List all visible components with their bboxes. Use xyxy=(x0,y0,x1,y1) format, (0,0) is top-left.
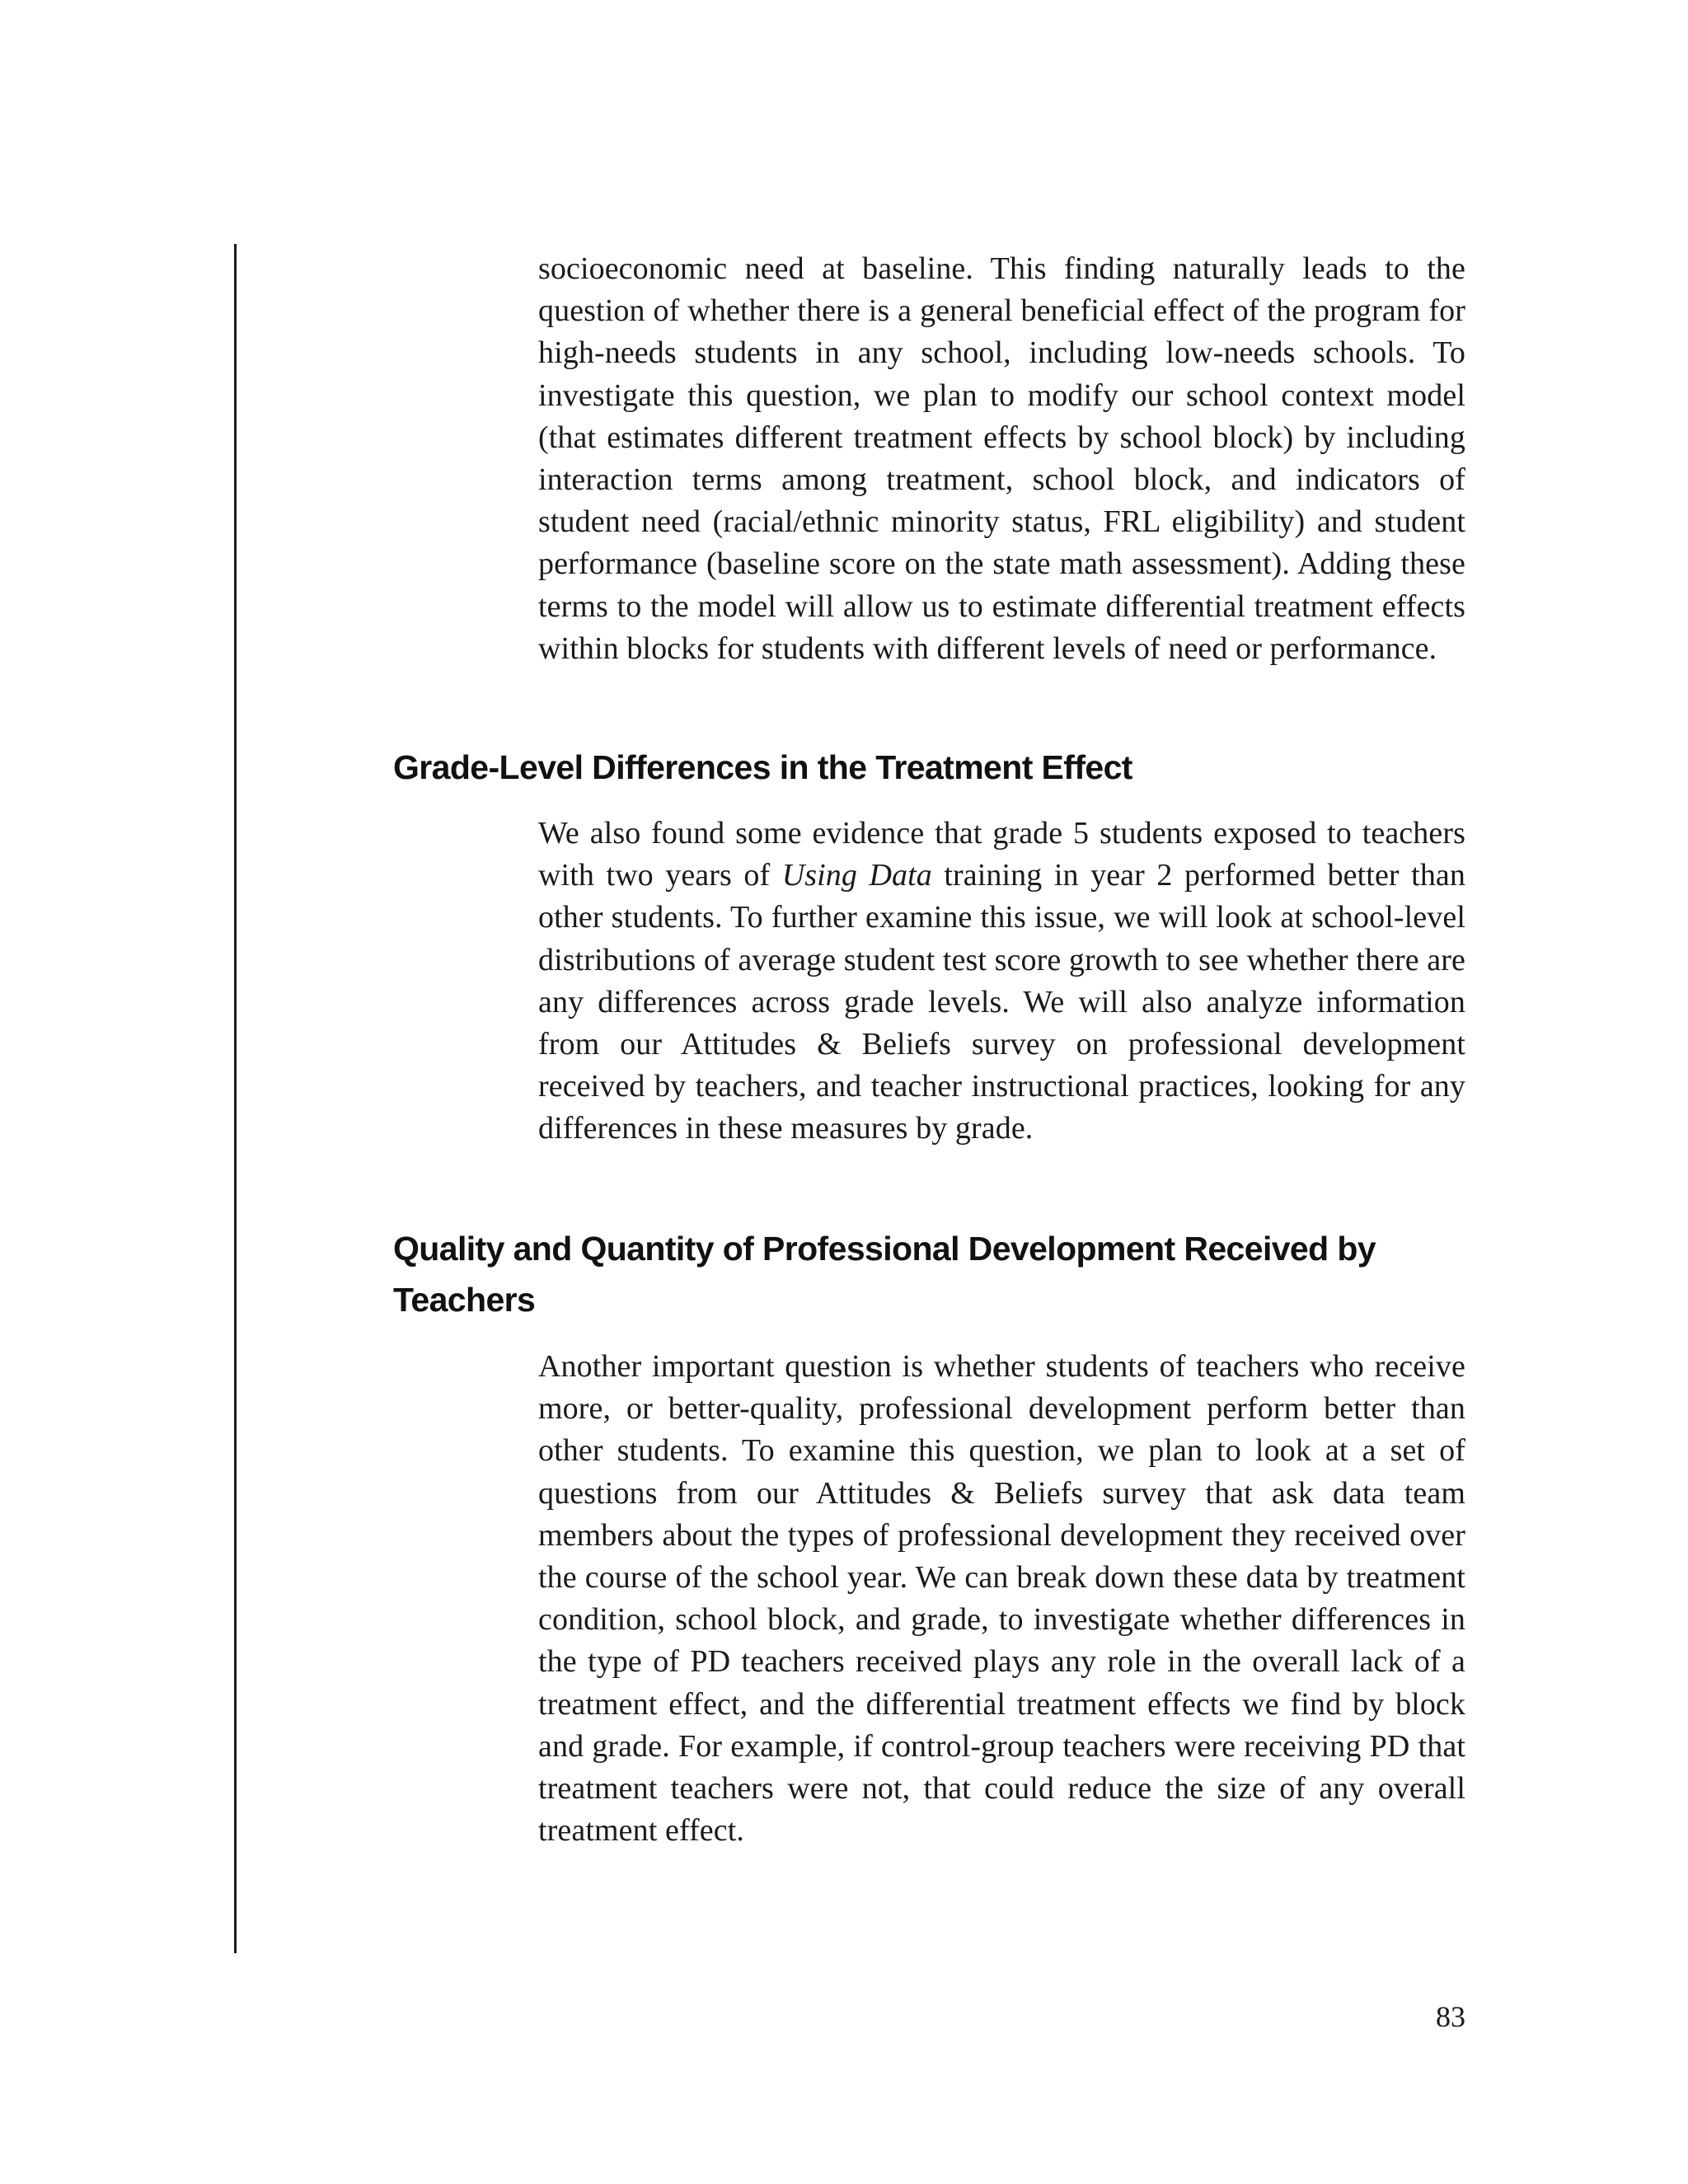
margin-rule xyxy=(234,244,237,1953)
paragraph-text-end: training in year 2 performed better than other students. To further examine this issue, we will look at school-level distributions of average student test score growth to see whether there are any differences across grade levels. We will also analyze information from our Attitudes & Beliefs survey on professional development received by teachers, and teacher instructional practices, looking for any differences in these measures by grade. xyxy=(538,858,1465,1146)
heading-line-1: Quality and Quantity of Professional Development Received by xyxy=(393,1230,1376,1268)
body-paragraph-grade-level xyxy=(538,813,1465,1151)
body-paragraph-professional-development: Another important question is whether students of teachers who receive more, or better-quality, professional development perform better than other students. To examine this question, we plan to look at a set of questions from our Attitudes & Beliefs survey that ask data team members about the types of professional development they received over the course of the school year. We can break down these data by treatment condition, school block, and grade, to investigate whether differences in the type of PD teachers received plays any role in the overall lack of a treatment effect, and the differential treatment effects we find by block and grade. For example, if control-group teachers were receiving PD that treatment teachers were not, that could reduce the size of any overall treatment effect. xyxy=(538,1349,1465,1849)
heading-line-2: Teachers xyxy=(393,1281,536,1319)
paragraph-text-start: We also found some evidence that grade 5 students exposed to teachers with two years of xyxy=(538,816,1465,893)
section-heading-professional-development xyxy=(393,1223,1376,1325)
program-title-italic: Using Data xyxy=(781,858,932,893)
section-heading-grade-level: Grade-Level Differences in the Treatment Effect xyxy=(393,748,1132,786)
body-paragraph-intro: socioeconomic need at baseline. This finding naturally leads to the question of whether there is a general beneficial effect of the program for high-needs students in any school, including low-needs schools. To investigate this question, we plan to modify our school context model (that estimates different treatment effects by school block) by including interaction terms among treatment, school block, and indicators of student need (racial/ethnic minority status, FRL eligibility) and student performance (baseline score on the state math assessment). Adding these terms to the model will allow us to estimate differential treatment effects within blocks for students with different levels of need or performance. xyxy=(538,251,1465,666)
page-number: 83 xyxy=(1436,2000,1465,2033)
